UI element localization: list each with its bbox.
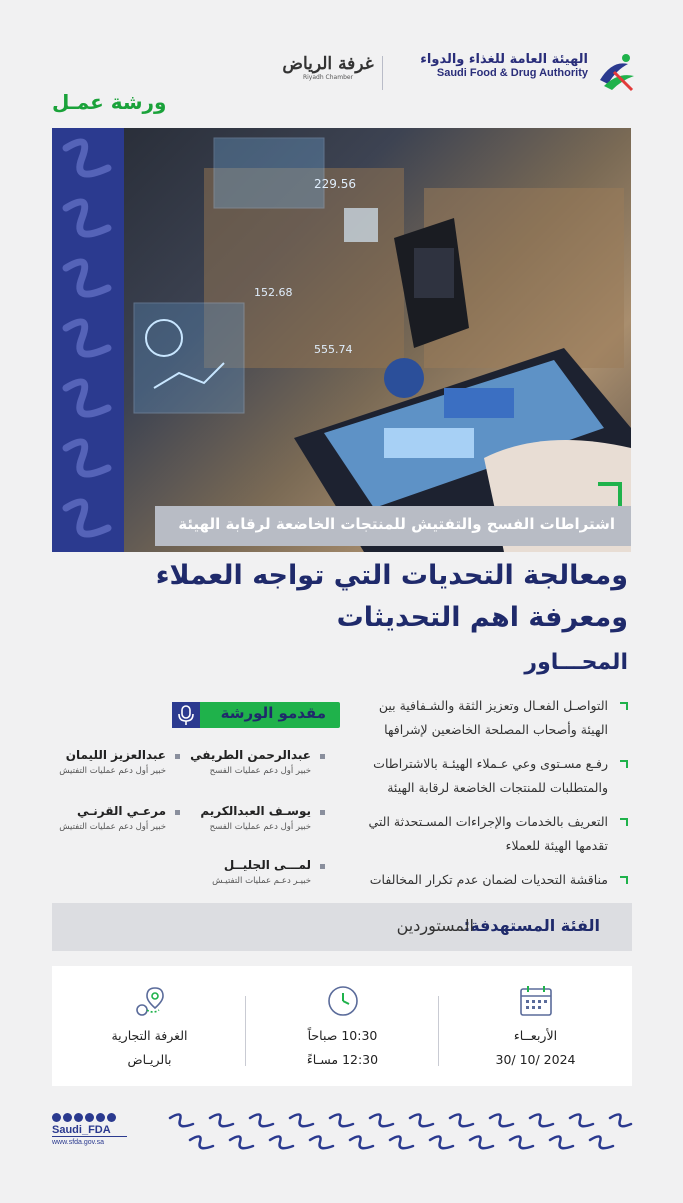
event-day: الأربعــاء (513, 1028, 558, 1043)
website-link[interactable]: www.sfda.gov.sa (52, 1136, 127, 1146)
target-label: الفئة المستهدفة: (463, 916, 600, 935)
presenter-role: خبير أول دعم عمليات الفسح (209, 822, 311, 832)
bullet-icon (620, 702, 628, 710)
event-start-time: 10:30 صباحاً (307, 1028, 378, 1043)
target-audience-bar (52, 903, 632, 951)
footer-social (52, 1113, 127, 1146)
presenter (190, 804, 325, 832)
svg-text:555.74: 555.74 (314, 343, 353, 356)
header (280, 50, 640, 95)
footer-wave-pattern-icon (165, 1110, 635, 1155)
presenter (190, 858, 325, 886)
calendar-icon (518, 984, 554, 1018)
microphone-icon (172, 702, 200, 728)
social-handle: Saudi_FDA (52, 1124, 111, 1136)
subtitle-bar: اشتراطات الفسح والتفتيش للمنتجات الخاضعة لرقابة الهيئة (155, 506, 631, 546)
svg-text:152.68: 152.68 (254, 286, 293, 299)
axis-item: التواصـل الفعـال وتعزيز الثقة والشـفافية بين الهيئة وأصحاب المصلحة الخاضعين لإشرافها (368, 694, 628, 742)
bullet-icon (320, 864, 325, 869)
hero-image (124, 128, 631, 552)
axis-item: مناقشة التحديات لضمان عدم تكرار المخالفات (368, 868, 628, 892)
chamber-name-en: Riyadh Chamber (302, 74, 354, 81)
bullet-icon (320, 754, 325, 759)
axes-list (368, 694, 628, 902)
date-info (439, 966, 632, 1086)
bullet-icon (175, 810, 180, 815)
event-end-time: 12:30 مسـاءً (306, 1052, 379, 1067)
location-info (53, 966, 246, 1086)
social-icons (52, 1113, 127, 1122)
time-info (246, 966, 439, 1086)
event-city: بالريـاض (127, 1052, 172, 1067)
bullet-icon (620, 760, 628, 768)
side-pattern (52, 128, 124, 552)
facebook-icon[interactable] (107, 1113, 116, 1122)
sfda-name-ar: الهيئة العامة للغذاء والدواء (420, 52, 588, 67)
wave-pattern-icon (52, 128, 124, 552)
x-icon[interactable] (96, 1113, 105, 1122)
presenter-role: خبيـر دعـم عمليات التفتيـش (212, 876, 311, 886)
corner-mark (598, 482, 622, 506)
linkedin-icon[interactable] (63, 1113, 72, 1122)
presenter (45, 748, 180, 776)
axes-heading: المحـــاور (524, 650, 628, 675)
presenter-role: خبير أول دعم عمليات التفتيش (59, 766, 166, 776)
header-divider (382, 56, 383, 90)
presenter-name: لمـــى الجليــل (223, 858, 311, 872)
clock-icon (326, 984, 360, 1018)
workshop-tag: ورشة عمـل (52, 90, 167, 114)
location-pin-icon (133, 984, 167, 1018)
chamber-name-ar: غرفة الرياض (282, 54, 374, 74)
bullet-icon (620, 818, 628, 826)
axis-item: التعريف بالخدمات والإجراءات المسـتحدثة التي تقدمها الهيئة للعملاء (368, 810, 628, 858)
snapchat-icon[interactable] (52, 1113, 61, 1122)
page-title (68, 555, 628, 639)
presenter (45, 804, 180, 832)
sfda-logo-icon (594, 50, 640, 92)
youtube-icon[interactable] (74, 1113, 83, 1122)
presenter-role: خبير أول دعم عمليات الفسح (209, 766, 311, 776)
event-venue: الغرفة التجارية (111, 1028, 188, 1043)
presenter (190, 748, 325, 776)
axis-item: رفـع مسـتوى وعي عـملاء الهيئـة بالاشتراطات والمتطلبات للمنتجات الخاضعة لرقابة الهيئة (368, 752, 628, 800)
bullet-icon (620, 876, 628, 884)
riyadh-chamber-logo (280, 54, 376, 81)
presenter-name: عبدالرحمن الطريفي (190, 748, 311, 762)
instagram-icon[interactable] (85, 1113, 94, 1122)
presenter-name: مرعـي القرنـي (77, 804, 166, 818)
title-line-2: ومعرفة اهم التحديثات (336, 602, 628, 633)
target-value: المستوردين (396, 916, 474, 935)
bullet-icon (320, 810, 325, 815)
svg-text:229.56: 229.56 (314, 177, 356, 191)
presenters-label: مقدمو الورشة (220, 704, 326, 722)
presenter-name: يوسـف العبدالكريم (200, 804, 311, 818)
presenters-badge (172, 702, 340, 728)
sfda-name (420, 52, 588, 79)
bullet-icon (175, 754, 180, 759)
title-line-1: ومعالجة التحديات التي تواجه العملاء (155, 560, 628, 591)
event-date: 30/ 10/ 2024 (495, 1052, 576, 1067)
sfda-name-en: Saudi Food & Drug Authority (436, 67, 588, 79)
presenter-role: خبير أول دعم عمليات التفتيش (59, 822, 166, 832)
presenter-name: عبدالعزيز الليمان (65, 748, 166, 762)
event-info-card (52, 966, 632, 1086)
